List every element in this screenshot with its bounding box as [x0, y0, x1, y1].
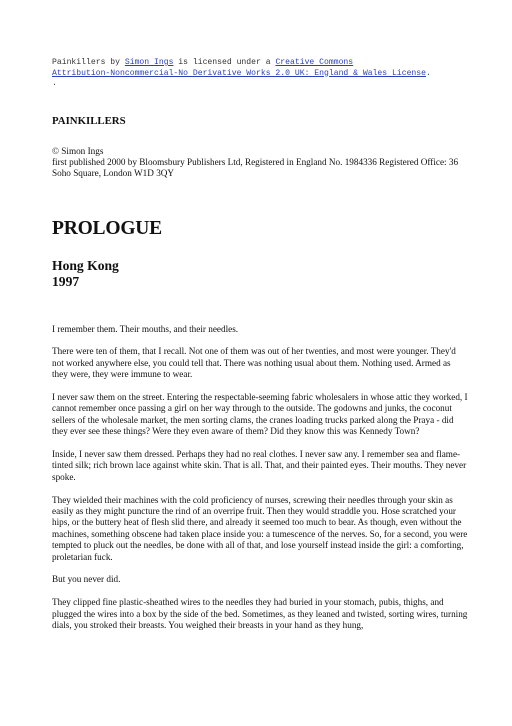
license-extra-dot: . — [52, 79, 57, 88]
paragraph: I never saw them on the street. Entering the respectable-seeming fabric wholesalers in whose attic they worked, I cannot remember once passing a girl on her way through to the outside. The godowns and junks, the coconut sellers of the wholesale market, the men sorting clams, the cranes loading trucks parked along the Praya - did they ever see these things? Were they even aware of them? Did they know this was Kennedy Town? — [52, 392, 468, 437]
chapter-subheading — [52, 258, 468, 290]
author-link[interactable]: Simon Ings — [124, 58, 174, 67]
paragraph: They wielded their machines with the cold proficiency of nurses, screwing their needles through your skin as easily as they might puncture the rind of an overripe fruit. Then they would straddle you. Hose scratched your hips, or the buttery heat of flesh slid there, and already it seemed too much to bear. As though, even without the machines, something obscene had taken place inside you: a tumescence of the nerves. So, for a second, you were tempted to pluck out the needles, be done with all of that, and lose yourself instead inside the girl: a comforting, proletarian fuck. — [52, 494, 468, 562]
license-link-line-1[interactable]: Creative Commons — [275, 58, 354, 67]
copyright-line: © Simon Ings — [52, 146, 104, 156]
license-trailing-dot: . — [426, 68, 431, 78]
license-prefix: Painkillers by — [52, 58, 125, 67]
license-link-line-2[interactable]: Attribution-Noncommercial-No Derivative Works 2.0 UK: England & Wales License — [52, 68, 426, 78]
paragraph: There were ten of them, that I recall. Not one of them was out of her twenties, and most were younger. They'd not worked anywhere else, you could tell that. There was nothing usual about them. Nothing used. Armed as they were, they were immune to wear. — [52, 346, 456, 380]
chapter-heading: PROLOGUE — [52, 217, 162, 239]
paragraph: I remember them. Their mouths, and their needles. — [52, 323, 239, 334]
license-line-2 — [52, 69, 472, 80]
document-body — [52, 115, 468, 643]
license-middle: is licensed under a — [173, 58, 276, 67]
publication-info: first published 2000 by Bloomsbury Publishers Ltd, Registered in England No. 1984336 Registered Office: 36 Soho Square, London W1D 3QY — [52, 157, 459, 179]
paragraph: They clipped fine plastic-sheathed wires to the needles they had buried in your stomach, pubis, thighs, and plugged the wires into a box by the side of the bed. Sometimes, as they leaned and twisted, sorting wires, turning dials, you stroked their breasts. You weighed their breasts in your hand as they hung, — [52, 597, 468, 631]
book-title: PAINKILLERS — [52, 115, 126, 127]
license-line-1 — [52, 58, 472, 69]
paragraph: But you never did. — [52, 574, 121, 585]
license-notice — [52, 58, 472, 90]
paragraph: Inside, I never saw them dressed. Perhaps they had no real clothes. I never saw any. I remember sea and flame-tinted silk; rich brown lace against white skin. That is all. That, and their painted eyes. Their mouths. They never spoke. — [52, 449, 467, 482]
license-line-3 — [52, 79, 472, 90]
chapter-place: Hong Kong — [52, 257, 119, 273]
chapter-year: 1997 — [52, 273, 80, 289]
